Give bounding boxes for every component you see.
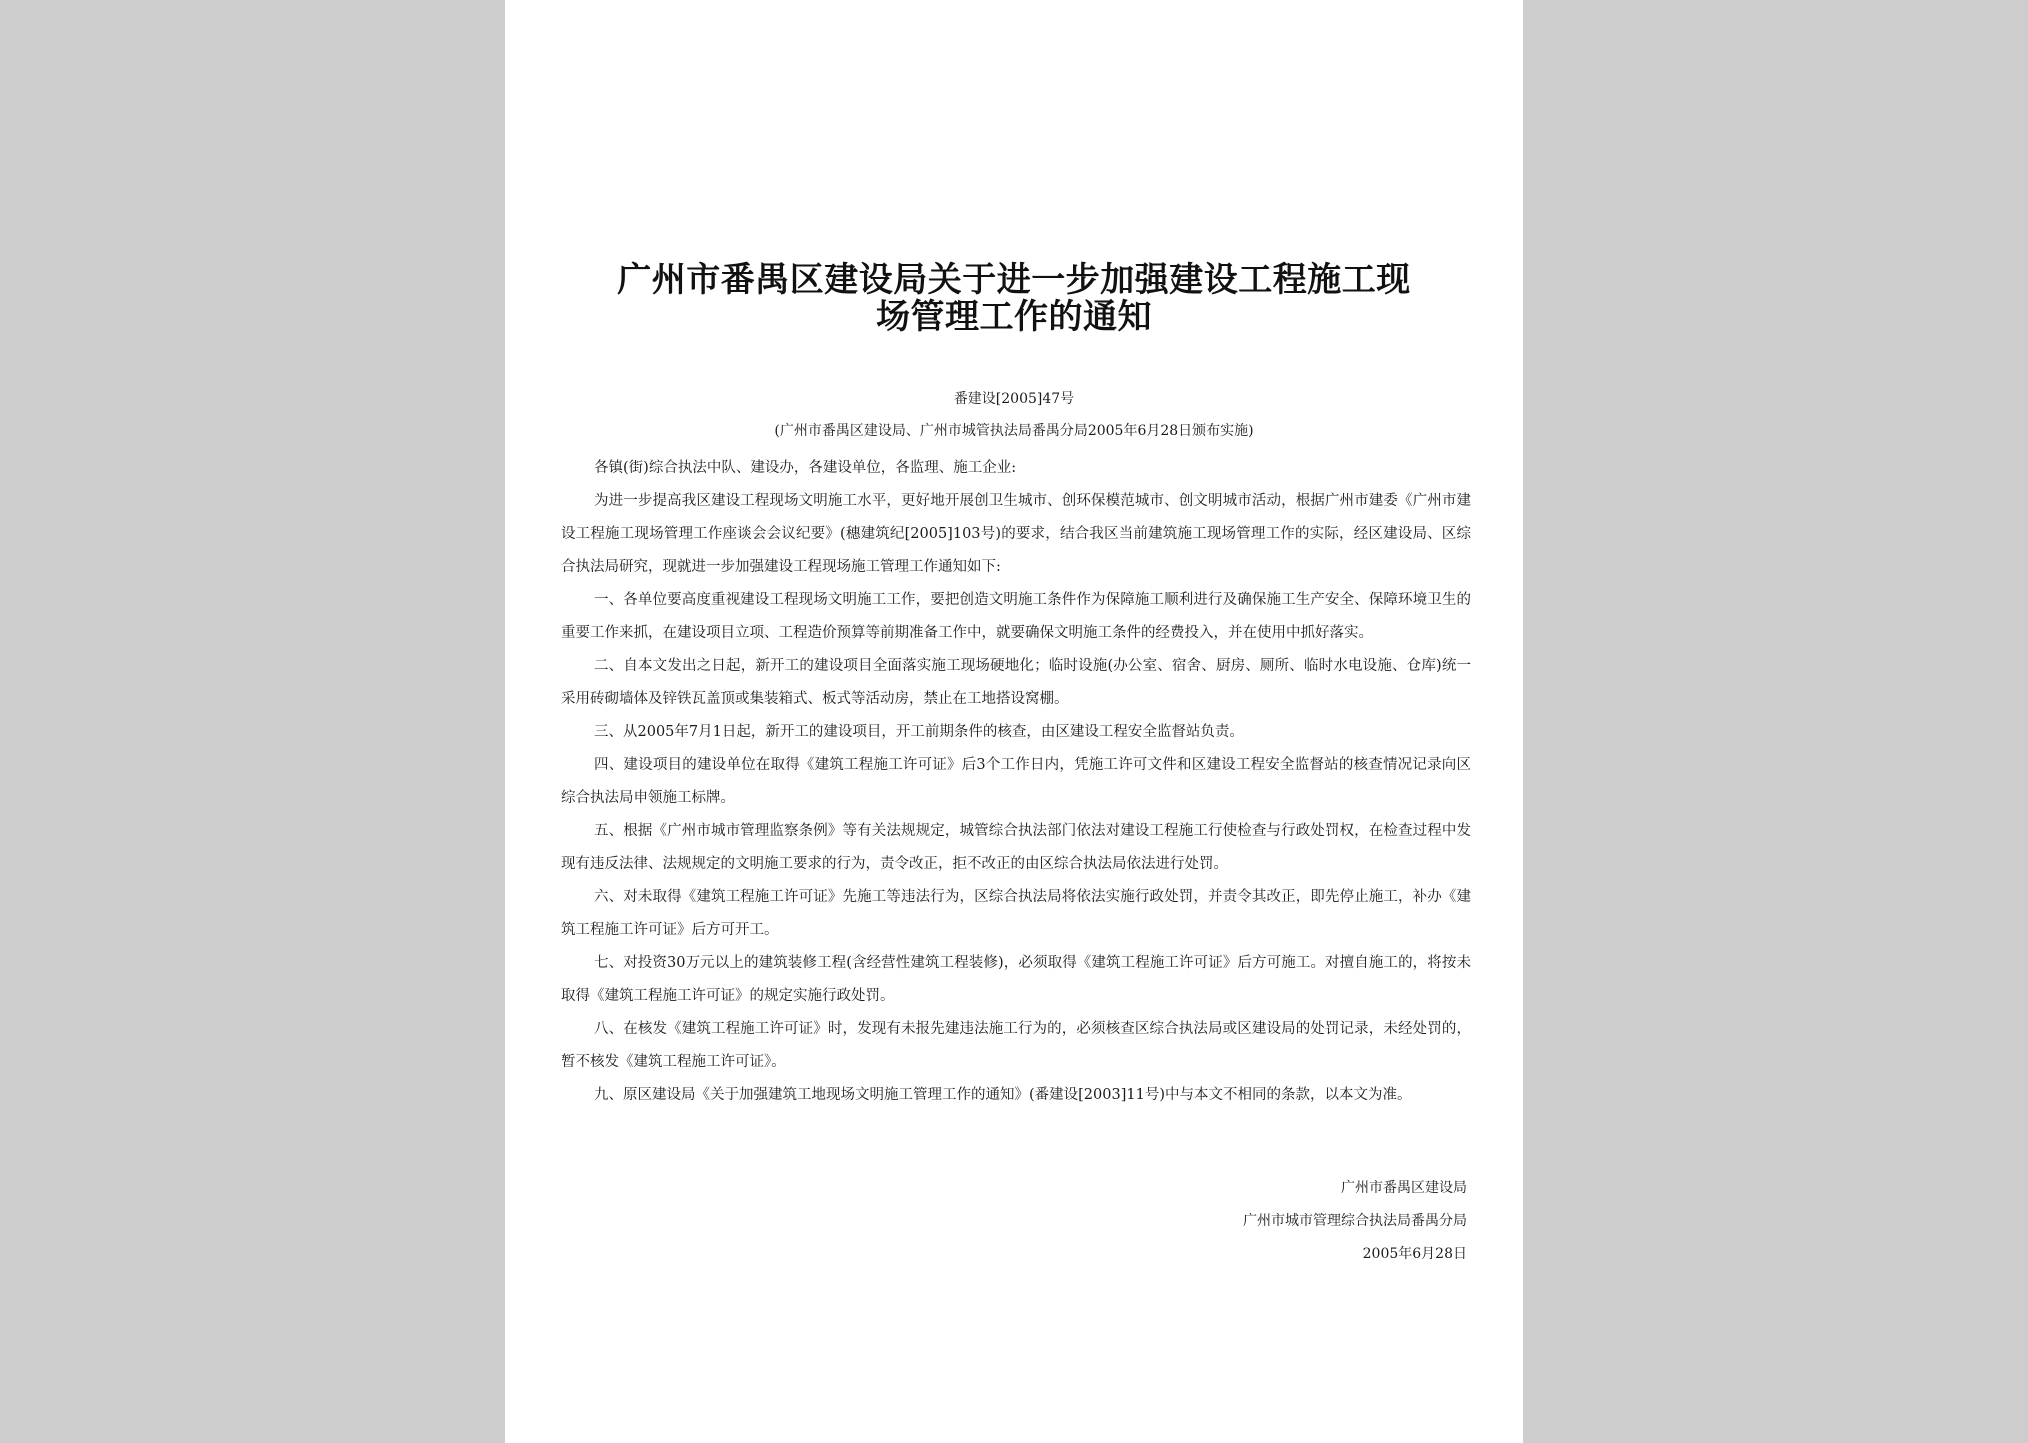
title-line-1: 广州市番禺区建设局关于进一步加强建设工程施工现: [617, 260, 1411, 300]
signing-org-1: 广州市番禺区建设局: [1341, 1180, 1467, 1196]
signing-org-2: 广州市城市管理综合执法局番禺分局: [1243, 1213, 1467, 1229]
item-paragraph: 九、原区建设局《关于加强建筑工地现场文明施工管理工作的通知》(番建设[2003]11号)中与本文不相同的条款，以本文为准。: [594, 1087, 1412, 1103]
item-paragraph: 五、根据《广州市城市管理监察条例》等有关法规规定，城管综合执法部门依法对建设工程施工行使检查与行政处罚权，在检查过程中发现有违反法律、法规规定的文明施工要求的行为，责令改正，拒不改正的由区综合执法局依法进行处罚。: [561, 823, 1471, 872]
document-number: 番建设[2005]47号: [953, 391, 1075, 407]
signing-date: 2005年6月28日: [1362, 1246, 1467, 1262]
item-paragraph: 二、自本文发出之日起，新开工的建设项目全面落实施工现场硬地化；临时设施(办公室、宿舍、厨房、厕所、临时水电设施、仓库)统一采用砖砌墙体及锌铁瓦盖顶或集装箱式、板式等活动房，禁止在工地搭设窝棚。: [561, 658, 1471, 707]
issuer-line: (广州市番禺区建设局、广州市城管执法局番禺分局2005年6月28日颁布实施): [774, 423, 1254, 439]
title-line-2: 场管理工作的通知: [876, 297, 1152, 337]
intro-paragraph: 为进一步提高我区建设工程现场文明施工水平，更好地开展创卫生城市、创环保模范城市、创文明城市活动，根据广州市建委《广州市建设工程施工现场管理工作座谈会会议纪要》(穗建筑纪[2005]103号)的要求，结合我区当前建筑施工现场管理工作的实际，经区建设局、区综合执法局研究，现就进一步加强建设工程现场施工管理工作通知如下:: [561, 493, 1471, 575]
item-paragraph: 六、对未取得《建筑工程施工许可证》先施工等违法行为，区综合执法局将依法实施行政处罚，并责令其改正，即先停止施工，补办《建筑工程施工许可证》后方可开工。: [561, 889, 1471, 938]
signature-block: [1243, 1172, 1467, 1271]
salutation: 各镇(街)综合执法中队、建设办，各建设单位，各监理、施工企业:: [594, 460, 1017, 476]
item-paragraph: 三、从2005年7月1日起，新开工的建设项目，开工前期条件的核查，由区建设工程安全监督站负责。: [594, 724, 1244, 740]
document-page: [505, 0, 1523, 1443]
item-paragraph: 七、对投资30万元以上的建筑装修工程(含经营性建筑工程装修)，必须取得《建筑工程施工许可证》后方可施工。对擅自施工的，将按未取得《建筑工程施工许可证》的规定实施行政处罚。: [561, 955, 1471, 1004]
item-paragraph: 四、建设项目的建设单位在取得《建筑工程施工许可证》后3个工作日内，凭施工许可文件和区建设工程安全监督站的核查情况记录向区综合执法局申领施工标牌。: [561, 757, 1471, 806]
document-title: [585, 262, 1443, 336]
document-body: [561, 452, 1471, 1112]
item-paragraph: 一、各单位要高度重视建设工程现场文明施工工作，要把创造文明施工条件作为保障施工顺利进行及确保施工生产安全、保障环境卫生的重要工作来抓，在建设项目立项、工程造价预算等前期准备工作中，就要确保文明施工条件的经费投入，并在使用中抓好落实。: [561, 592, 1471, 641]
item-paragraph: 八、在核发《建筑工程施工许可证》时，发现有未报先建违法施工行为的，必须核查区综合执法局或区建设局的处罚记录，未经处罚的，暂不核发《建筑工程施工许可证》。: [561, 1021, 1471, 1070]
